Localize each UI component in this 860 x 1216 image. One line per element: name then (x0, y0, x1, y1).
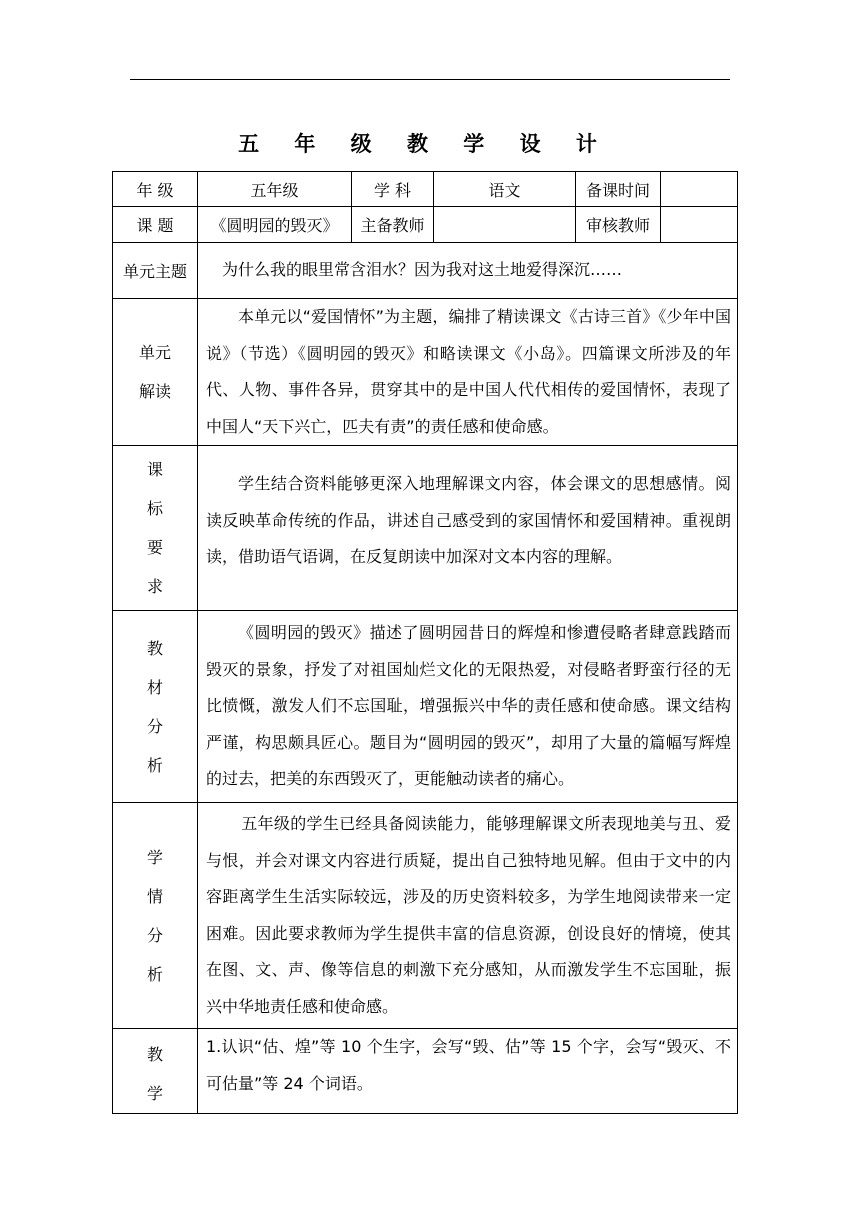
student-analysis-label-char: 分 (146, 925, 163, 945)
teaching-goals-cell (198, 1029, 738, 1114)
unit-reading-cell (198, 299, 738, 446)
row-grade-subject (113, 172, 738, 207)
textbook-analysis-label-char: 材 (146, 677, 163, 697)
grade-label: 年 级 (113, 172, 198, 207)
row-teaching-goals (113, 1029, 738, 1114)
curriculum-label-char: 要 (146, 538, 163, 557)
unit-reading-label (113, 299, 198, 446)
row-unit-theme (113, 243, 738, 299)
lead-teacher-label: 主备教师 (352, 207, 434, 243)
topic-label: 课 题 (113, 207, 198, 243)
student-analysis-label-char: 情 (146, 886, 163, 906)
reviewer-value (661, 207, 738, 243)
row-curriculum-requirements (113, 446, 738, 611)
textbook-analysis-label-char: 教 (146, 638, 163, 658)
topic-value: 《圆明园的毁灭》 (198, 207, 352, 243)
teaching-goals-label-char: 教 (146, 1045, 163, 1064)
unit-reading-label-line: 解读 (138, 382, 171, 401)
student-analysis-label-char: 学 (146, 847, 163, 867)
row-textbook-analysis (113, 611, 738, 803)
unit-theme-text: 为什么我的眼里常含泪水？因为我对这土地爱得深沉…… (198, 243, 738, 299)
subject-value: 语文 (434, 172, 576, 207)
header-rule (130, 79, 730, 80)
row-student-analysis (113, 803, 738, 1029)
curriculum-label-char: 求 (146, 577, 163, 596)
student-analysis-label (113, 803, 198, 1029)
curriculum-label-char: 课 (146, 460, 163, 479)
curriculum-cell (198, 446, 738, 611)
textbook-analysis-text: 《圆明园的毁灭》描述了圆明园昔日的辉煌和惨遭侵略者肆意践踏而毁灭的景象，抒发了对祖国灿烂文化的无限热爱，对侵略者野蛮行径的无比愤慨，激发人们不忘国耻，增强振兴中华的责任感和使命感。课文结构严谨，构思颇具匠心。题目为“圆明园的毁灭”，却用了大量的篇幅写辉煌的过去，把美的东西毁灭了，更能触动读者的痛心。 (206, 623, 731, 789)
teaching-goals-text: 1.认识“估、煌”等 10 个生字，会写“毁、估”等 15 个字，会写“毁灭、不可估量”等 24 个词语。 (206, 1037, 731, 1093)
lesson-plan-table (112, 171, 738, 1114)
curriculum-text: 学生结合资料能够更深入地理解课文内容，体会课文的思想感情。阅读反映革命传统的作品，讲述自己感受到的家国情怀和爱国精神。重视朗读，借助语气语调，在反复朗读中加深对文本内容的理解。 (206, 474, 731, 566)
curriculum-label-char: 标 (146, 499, 163, 518)
reviewer-label: 审核教师 (576, 207, 661, 243)
unit-theme-label: 单元主题 (113, 243, 198, 299)
unit-reading-label-line: 单元 (138, 343, 171, 362)
textbook-analysis-label (113, 611, 198, 803)
document-title: 五 年 级 教 学 设 计 (238, 132, 611, 156)
student-analysis-cell (198, 803, 738, 1029)
teaching-goals-label (113, 1029, 198, 1114)
prep-time-value (661, 172, 738, 207)
teaching-goals-label-char: 学 (146, 1084, 163, 1103)
textbook-analysis-cell (198, 611, 738, 803)
prep-time-label: 备课时间 (576, 172, 661, 207)
textbook-analysis-label-char: 分 (146, 716, 163, 736)
row-topic-teachers (113, 207, 738, 243)
student-analysis-text: 五年级的学生已经具备阅读能力，能够理解课文所表现地美与丑、爱与恨，并会对课文内容进行质疑，提出自己独特地见解。但由于文中的内容距离学生生活实际较远，涉及的历史资料较多，为学生地阅读带来一定困难。因此要求教师为学生提供丰富的信息资源，创设良好的情境，使其在图、文、声、像等信息的刺激下充分感知，从而激发学生不忘国耻，振兴中华地责任感和使命感。 (206, 814, 731, 1016)
row-unit-reading (113, 299, 738, 446)
lead-teacher-value (434, 207, 576, 243)
subject-label: 学 科 (352, 172, 434, 207)
student-analysis-label-char: 析 (146, 964, 163, 984)
unit-reading-text: 本单元以“爱国情怀”为主题，编排了精读课文《古诗三首》《少年中国说》（节选）《圆明园的毁灭》和略读课文《小岛》。四篇课文所涉及的年代、人物、事件各异，贯穿其中的是中国人代代相传的爱国情怀，表现了中国人“天下兴亡，匹夫有责”的责任感和使命感。 (206, 307, 731, 436)
grade-value: 五年级 (198, 172, 352, 207)
curriculum-label (113, 446, 198, 611)
textbook-analysis-label-char: 析 (146, 755, 163, 775)
